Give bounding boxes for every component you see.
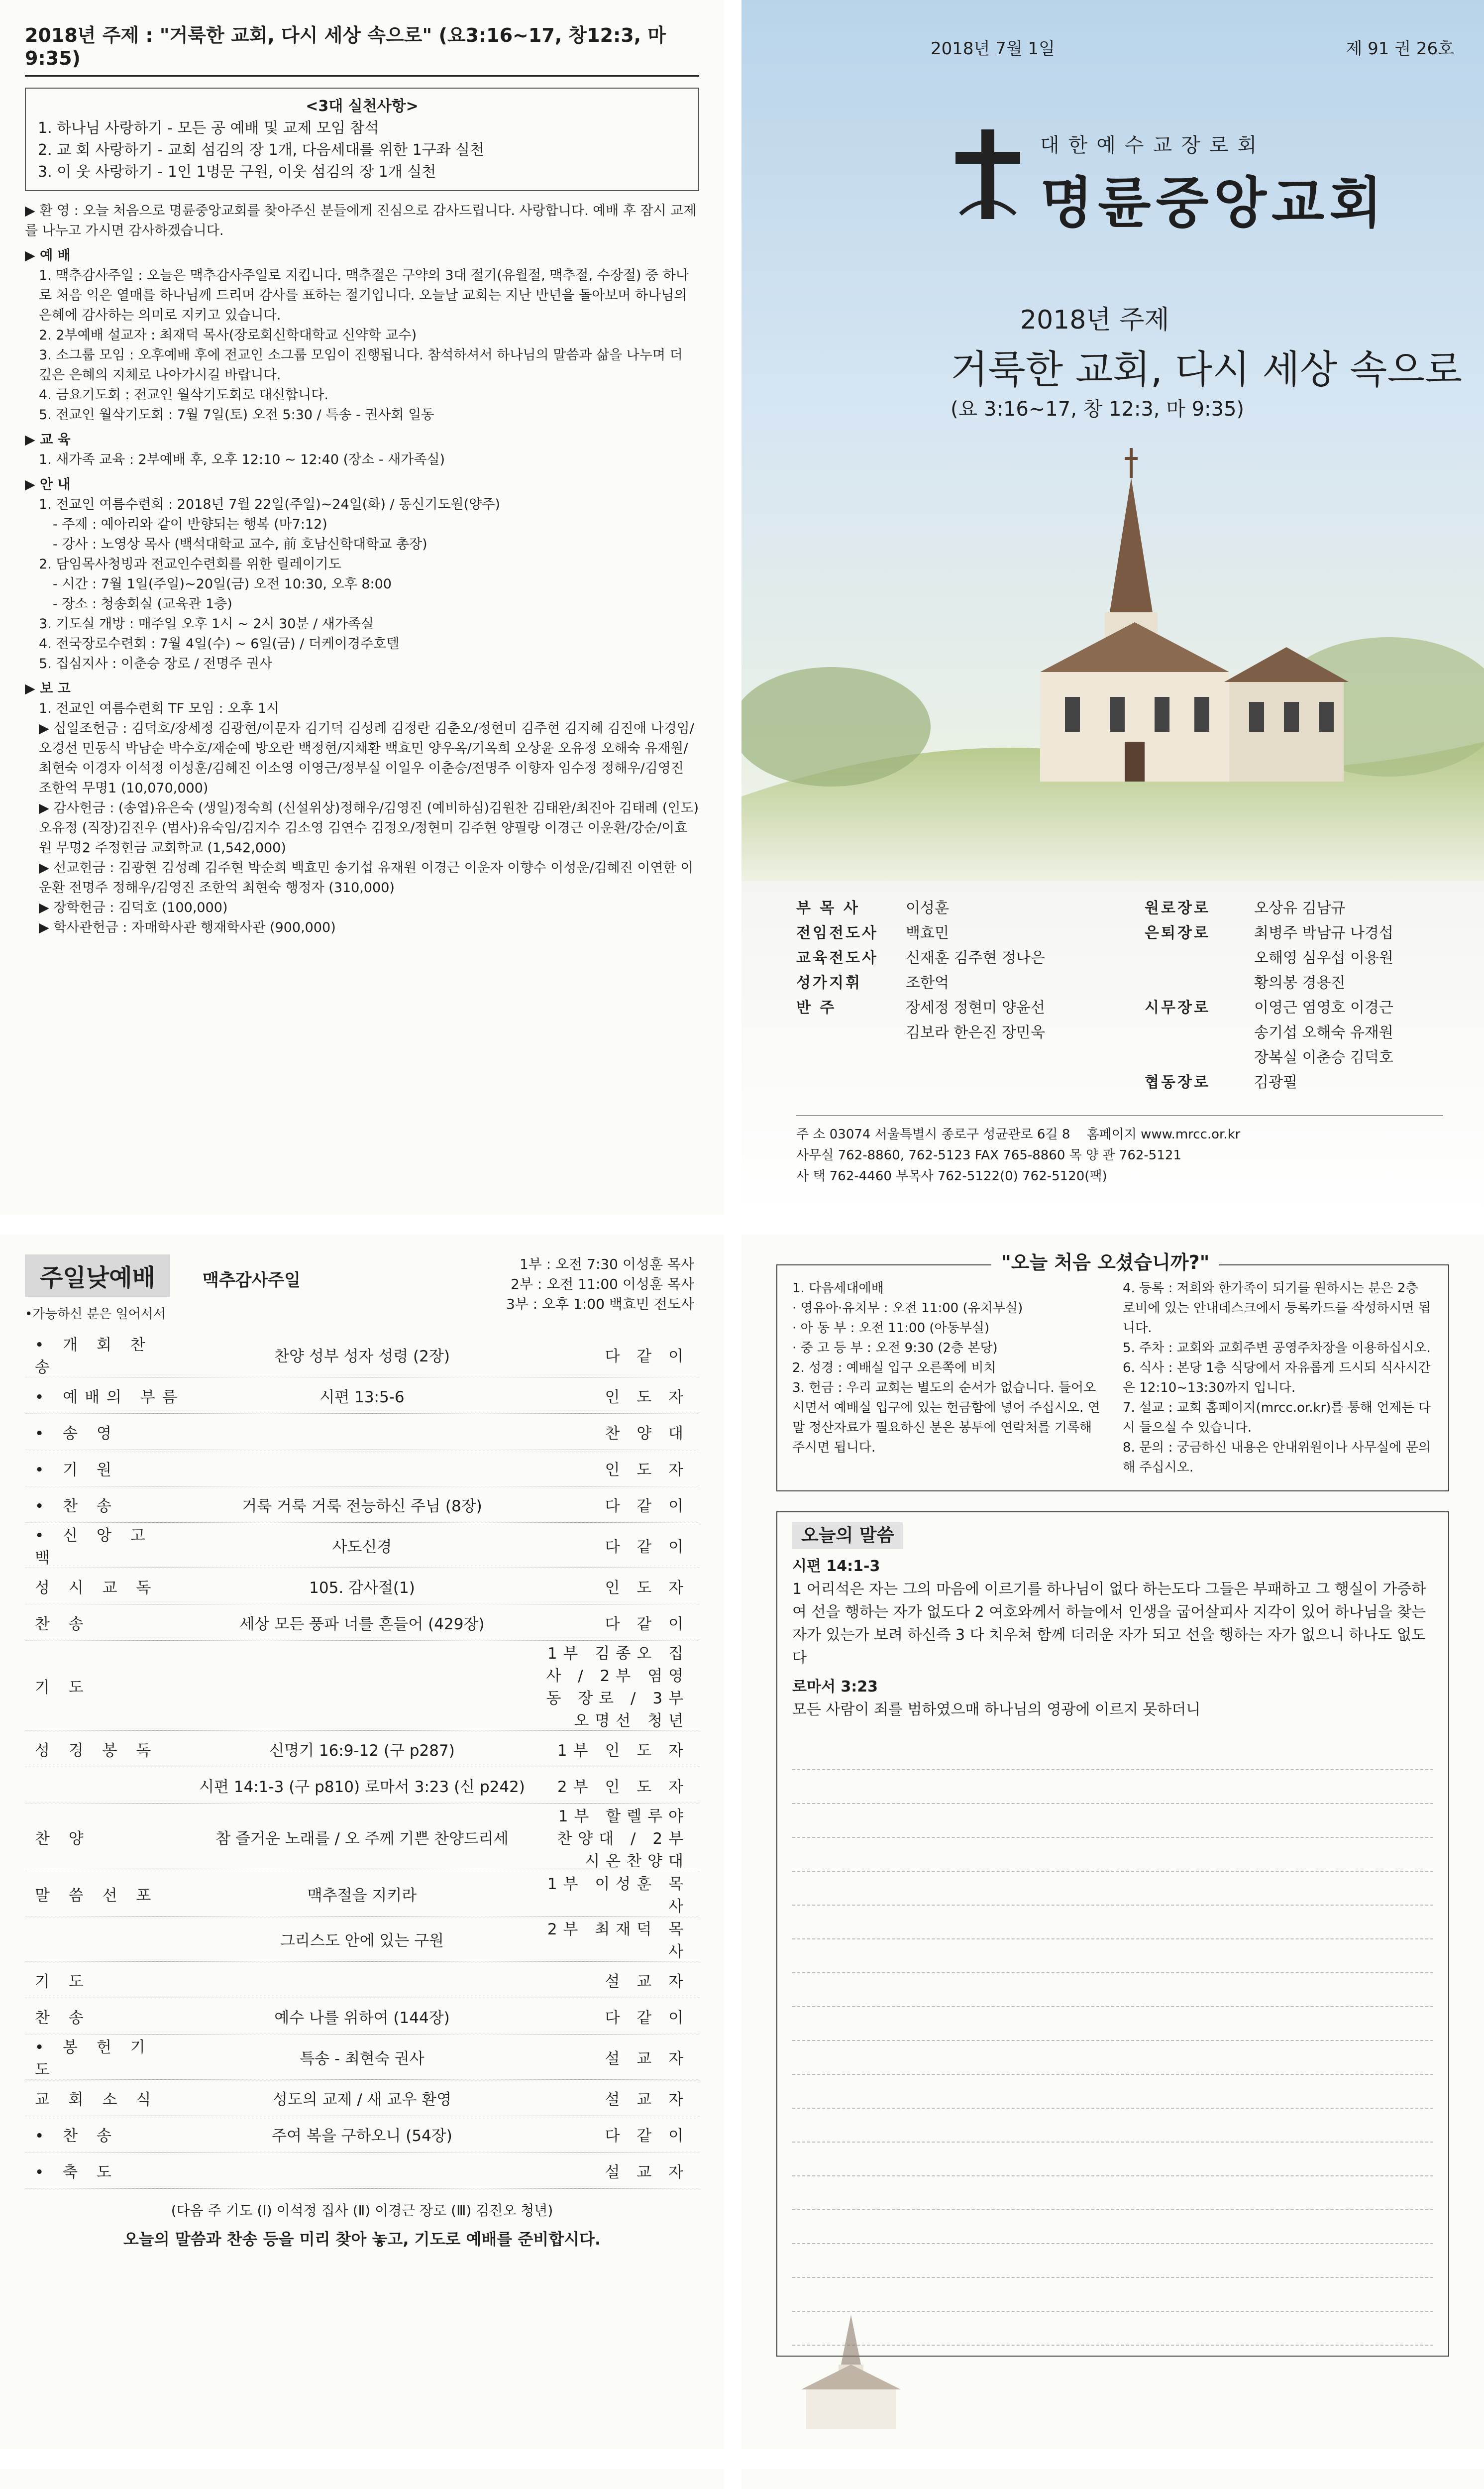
order-item-name: • 찬 송 (35, 2127, 118, 2145)
order-item-content: 맥추절을 지키라 (307, 1886, 417, 1905)
staff-row (1145, 896, 1453, 921)
worship-subtitle: 맥추감사주일 (202, 1270, 301, 1290)
staff-role (1145, 946, 1254, 971)
practice-item: 1. 하나님 사랑하기 - 모든 공 예배 및 교제 모임 참석 (38, 119, 379, 137)
order-item-name: • 봉 헌 기 도 (35, 2038, 152, 2079)
staff-row (1145, 1070, 1453, 1095)
order-row (25, 1377, 699, 1414)
order-item-name: 기 도 (35, 1972, 91, 1991)
visitor-item: 7. 설교 : 교회 홈페이지(mrcc.or.kr)를 통해 언제든 다시 들으실 수 있습니다. (1123, 1400, 1431, 1435)
preparation-reminder: 오늘의 말씀과 찬송 등을 미리 찾아 놓고, 기도로 예배를 준비합시다. (123, 2230, 601, 2249)
order-item-person: 1부 할렐루야찬양대 / 2부 시온찬양대 (557, 1808, 689, 1870)
staff-role (1145, 1020, 1254, 1045)
staff-row (1145, 971, 1453, 996)
staff-names: 신재훈 김주현 정나은 (906, 949, 1045, 967)
meditation-box (776, 1511, 1449, 2357)
order-row (25, 1917, 699, 1962)
order-item-name: 찬 송 (35, 1615, 91, 1633)
order-item-person: 2부 최재덕 목사 (547, 1921, 689, 1961)
news-item: 1. 전교인 여름수련회 TF 모임 : 오후 1시 (39, 701, 280, 716)
visitor-item: · 중 고 등 부 : 오전 9:30 (2층 본당) (792, 1341, 998, 1356)
section-worship: ▶ 예 배 (25, 248, 71, 263)
order-item-person: 2부 인 도 자 (557, 1778, 689, 1796)
order-row (25, 1731, 699, 1767)
order-item-name: 교 회 소 식 (35, 2090, 158, 2109)
scripture-reference: 시편 14:1-3 (792, 1558, 880, 1575)
order-item-name: • 예배의 부름 (35, 1388, 184, 1406)
staff-role (796, 1020, 906, 1045)
order-row (25, 1604, 699, 1641)
order-item-name: 성 경 봉 독 (35, 1741, 158, 1760)
issue-date: 2018년 7월 1일 (931, 39, 1055, 59)
denomination: 대한예수교장로회 (1040, 134, 1266, 157)
section-report: ▶ 보 고 (25, 681, 71, 696)
offering-list: ▶ 감사헌금 : (송엽)유은숙 (생일)정숙희 (신설위상)정해우/김영진 (예비하심)김원찬 김태완/최진아 김태례 (인도)오유정 (직장)김진우 (범사)유숙임/김지수 김소영 김연수 김정오/정현미 김주현 양필랑 이경근 이운환/강순/이효원 무명2 주정헌금 교회학교 (1,542,000) (39, 800, 699, 856)
note-lines (792, 1736, 1433, 2346)
order-item-content: 특송 - 최현숙 권사 (300, 2049, 424, 2068)
order-row (25, 2080, 699, 2116)
order-item-person: 다 같 이 (605, 2127, 689, 2145)
practice-item: 2. 교 회 사랑하기 - 교회 섬김의 장 1개, 다음세대를 위한 1구좌 실천 (38, 141, 485, 159)
visitor-right (1123, 1278, 1433, 1477)
worship-order (25, 1332, 699, 2189)
theme-header: 2018년 주제 : "거룩한 교회, 다시 세상 속으로" (요3:16~17, 창12:3, 마9:35) (25, 20, 699, 77)
order-item-content: 105. 감사절(1) (309, 1579, 415, 1597)
staff-role: 부 목 사 (796, 900, 860, 917)
issue-volume: 제 91 권 26호 (1346, 39, 1454, 59)
order-item-name: • 축 도 (35, 2163, 118, 2181)
order-row (25, 1523, 699, 1568)
order-item-name: 기 도 (35, 1678, 91, 1697)
news-item: 5. 집심지사 : 이춘승 장로 / 전명주 권사 (39, 656, 273, 672)
offering-list: ▶ 학사관헌금 : 자매학사관 행재학사관 (900,000) (39, 920, 336, 935)
order-row (25, 1450, 699, 1486)
order-item-content: 성도의 교제 / 새 교우 환영 (272, 2090, 452, 2109)
news-item: 1. 맥추감사주일 : 오늘은 맥추감사주일로 지킵니다. 맥추절은 구약의 3대 절기(유월절, 맥추절, 수장절) 중 하나로 처음 익은 열매를 하나님께 드리며 감사를 표하는 절기입니다. 오늘날 교회는 지난 반년을 돌아보며 하나님의 은혜에 감사하는 의미로 지키고 있습니다. (39, 268, 689, 323)
offering-list: ▶ 십일조헌금 : 김덕호/장세정 김광현/이문자 김기덕 김성례 김정란 김춘오/정현미 김주현 김지혜 김진애 나경임/오경선 민동식 박남순 박수호/재순예 방오란 백정현/지채환 백효민 양우옥/기옥희 오상윤 오유정 오해숙 유재원/최현숙 이경자 이석정 이성훈/김혜진 이소영 이영근/정부실 이일우 이춘승/전명주 이향자 임수정 정해우/김영진 조한억 무명1 (10,070,000) (39, 721, 694, 796)
news-item: 1. 전교인 여름수련회 : 2018년 7월 22일(주일)~24일(화) / 동신기도원(양주) (39, 497, 500, 512)
staff-role: 협동장로 (1145, 1074, 1210, 1091)
staff-names: 이영근 염영호 이경근 (1254, 999, 1393, 1017)
visitor-title: "오늘 처음 오셨습니까?" (991, 1252, 1219, 1272)
order-item-name: • 찬 송 (35, 1497, 118, 1515)
order-row (25, 1568, 699, 1604)
order-item-person: 1부 김종오 집사 / 2부 염영동 장로 / 3부 오명선 청년 (546, 1645, 689, 1730)
order-item-person: 다 같 이 (605, 2009, 689, 2027)
church-watermark-icon (776, 2305, 926, 2434)
order-item-person: 다 같 이 (605, 1538, 689, 1556)
calendar-page (742, 2469, 1484, 2489)
order-item-content: 그리스도 안에 있는 구원 (280, 1931, 444, 1950)
news-subitem: - 강사 : 노영상 목사 (백석대학교 교수, 前 호남신학대학교 총장) (53, 537, 427, 552)
offering-list: ▶ 장학헌금 : 김덕호 (100,000) (39, 900, 228, 915)
residence-phone: 사 택 762-4460 부목사 762-5122(0) 762-5120(팩) (796, 1169, 1107, 1184)
visitor-box (776, 1251, 1449, 1491)
order-item-content: 참 즐거운 노래를 / 오 주께 기쁜 찬양드리세 (215, 1830, 509, 1848)
staff-row (796, 996, 1120, 1020)
staff-row (1145, 946, 1453, 971)
address: 주 소 03074 서울특별시 종로구 성균관로 6길 8 (796, 1127, 1070, 1142)
order-item-name: • 기 원 (35, 1461, 118, 1479)
news-item: 4. 금요기도회 : 전교인 월삭기도회로 대신합니다. (39, 387, 328, 403)
welcome-note: ▶ 환 영 : 오늘 처음으로 명륜중앙교회를 찾아주신 분들에게 진심으로 감사드립니다. 사랑합니다. 예배 후 잠시 교제를 나누고 가시면 감사하겠습니다. (25, 203, 697, 238)
practice-box (25, 88, 699, 191)
theme-year: 2018년 주제 (1020, 305, 1169, 335)
order-item-content: 시편 13:5-6 (319, 1388, 405, 1406)
order-item-content: 예수 나를 위하여 (144장) (274, 2009, 450, 2027)
order-row (25, 1641, 699, 1731)
news-item: 3. 소그룹 모임 : 오후예배 후에 전교인 소그룹 모임이 진행됩니다. 참석하셔서 하나님의 말씀과 삶을 나누며 더 깊은 은혜의 지체로 나아가시길 바랍니다. (39, 347, 683, 383)
staff-names: 김광필 (1254, 1074, 1297, 1091)
news-list (25, 201, 699, 938)
order-item-person: 설 교 자 (605, 2163, 689, 2181)
staff-names: 조한억 (906, 974, 949, 992)
theme-title: 거룩한 교회, 다시 세상 속으로 (951, 347, 1463, 392)
order-row (25, 1962, 699, 1998)
news-item: 4. 전국장로수련회 : 7월 4일(수) ~ 6일(금) / 더케이경주호텔 (39, 636, 400, 652)
order-item-content: 거룩 거룩 거룩 전능하신 주님 (8장) (242, 1497, 482, 1515)
staff-names: 최병주 박남규 나경섭 (1254, 924, 1393, 942)
order-item-person: 찬 양 대 (605, 1424, 689, 1443)
scripture-text: 1 어리석은 자는 그의 마음에 이르기를 하나님이 없다 하는도다 그들은 부패하고 그 행실이 가증하여 선을 행하는 자가 없도다 2 여호와께서 하늘에서 인생을 굽어살피사 지각이 있어 하나님을 찾는 자가 있는가 보려 하신즉 3 다 치우쳐 함께 더러운 자가 되고 선을 행하는 자가 없으니 하나도 없도다 (792, 1581, 1426, 1667)
visitor-item: 4. 등록 : 저희와 한가족이 되기를 원하시는 분은 2층 로비에 있는 안내데스크에서 등록카드를 작성하시면 됩니다. (1123, 1281, 1431, 1336)
order-item-content: 세상 모든 풍파 너를 흔들어 (429장) (239, 1615, 485, 1633)
visitor-item: 5. 주차 : 교회와 교회주변 공영주차장을 이용하십시오. (1123, 1341, 1431, 1356)
staff-names: 오해영 심우섭 이용원 (1254, 949, 1393, 967)
staff-role: 원로장로 (1145, 900, 1210, 917)
theme-reference: (요 3:16~17, 창 12:3, 마 9:35) (951, 398, 1245, 421)
offering-list: ▶ 선교헌금 : 김광현 김성례 김주현 박순희 백효민 송기섭 유재원 이경근 이운자 이향수 이성운/김혜진 이연한 이운환 전명주 정해우/김영진 조한억 최현숙 행정자 (310,000) (39, 860, 694, 896)
staff-names: 송기섭 오해숙 유재원 (1254, 1024, 1393, 1041)
order-item-person: 1부 인 도 자 (557, 1741, 689, 1760)
order-item-name: • 개 회 찬 송 (35, 1336, 152, 1376)
sunday-worship-page (0, 1235, 724, 2449)
staff-names: 장복실 이춘승 김덕호 (1254, 1049, 1393, 1066)
news-item: 3. 기도실 개방 : 매주일 오후 1시 ~ 2시 30분 / 새가족실 (39, 616, 374, 632)
order-item-person: 인 도 자 (605, 1579, 689, 1597)
visitor-left (792, 1278, 1103, 1477)
visitor-item: · 영유아·유치부 : 오전 11:00 (유치부실) (792, 1301, 1023, 1316)
visitor-item: 2. 성경 : 예배실 입구 오른쪽에 비치 (792, 1360, 996, 1375)
announcements-page (0, 0, 724, 1215)
staff-left-column (796, 896, 1120, 1045)
order-row (25, 1804, 699, 1871)
order-item-content: 신명기 16:9-12 (구 p287) (269, 1741, 455, 1760)
staff-names: 백효민 (906, 924, 949, 942)
staff-row (1145, 921, 1453, 946)
staff-row (796, 946, 1120, 971)
news-item: 2. 2부예배 설교자 : 최재덕 목사(장로회신학대학교 신약학 교수) (39, 328, 417, 343)
cover-top-bar (771, 20, 1454, 65)
service-time: 1부 : 오전 7:30 이성훈 목사 (519, 1256, 694, 1272)
order-item-content: 주여 복을 구하오니 (54장) (272, 2127, 452, 2145)
staff-row (796, 896, 1120, 921)
visitor-item: 1. 다음세대예배 (792, 1281, 884, 1296)
order-item-content: 시편 14:1-3 (구 p810) 로마서 3:23 (신 p242) (199, 1778, 525, 1796)
service-time: 3부 : 오후 1:00 백효민 전도사 (506, 1296, 694, 1312)
church-name: 명륜중앙교회 (1040, 171, 1387, 235)
weekday-services-page (0, 2469, 724, 2489)
staff-role: 시무장로 (1145, 999, 1210, 1017)
staff-row (1145, 1020, 1453, 1045)
staff-role (1145, 1045, 1254, 1070)
order-item-name: 찬 송 (35, 2009, 91, 2027)
worship-title: 주일낮예배 (25, 1254, 170, 1297)
meditation-title: 오늘의 말씀 (792, 1522, 903, 1549)
order-item-person: 다 같 이 (605, 1347, 689, 1365)
order-item-name: • 송 영 (35, 1424, 118, 1443)
order-row (25, 1332, 699, 1377)
news-subitem: - 주제 : 예아리와 같이 반향되는 행복 (마7:12) (53, 517, 327, 532)
staff-role: 은퇴장로 (1145, 924, 1210, 942)
staff-row (1145, 996, 1453, 1020)
staff-row (796, 1020, 1120, 1045)
scripture-text: 모든 사람이 죄를 범하였으매 하나님의 영광에 이르지 못하더니 (792, 1701, 1201, 1718)
visitor-page (742, 1235, 1484, 2449)
order-item-person: 인 도 자 (605, 1461, 689, 1479)
order-item-content: 사도신경 (332, 1538, 392, 1556)
staff-role: 성가지휘 (796, 974, 862, 992)
staff-names: 김보라 한은진 장민욱 (906, 1024, 1045, 1041)
staff-row (796, 921, 1120, 946)
staff-row (1145, 1045, 1453, 1070)
order-item-name: 찬 양 (35, 1830, 91, 1848)
order-item-name: • 신 앙 고 백 (35, 1527, 152, 1567)
staff-role: 교육전도사 (796, 949, 878, 967)
section-education: ▶ 교 육 (25, 432, 71, 448)
address-line (796, 1124, 1443, 1145)
church-illustration (742, 448, 1484, 881)
order-item-person: 설 교 자 (605, 2049, 689, 2068)
practice-item: 3. 이 웃 사랑하기 - 1인 1명문 구원, 이웃 섬김의 장 1개 실천 (38, 163, 436, 181)
news-item: 1. 새가족 교육 : 2부예배 후, 오후 12:10 ~ 12:40 (장소 - 새가족실) (39, 452, 445, 467)
news-item: 2. 담임목사청빙과 전교인수련회를 위한 릴레이기도 (39, 557, 341, 572)
staff-names: 오상유 김남규 (1254, 900, 1346, 917)
order-item-person: 설 교 자 (605, 2090, 689, 2109)
staff-right-column (1145, 896, 1453, 1095)
visitor-item: 6. 식사 : 본당 1층 식당에서 자유롭게 드시되 식사시간은 12:10~13:30까지 입니다. (1123, 1360, 1431, 1395)
news-subitem: - 시간 : 7월 1일(주일)~20일(금) 오전 10:30, 오후 8:00 (53, 576, 392, 592)
news-subitem: - 장소 : 청송회실 (교육관 1층) (53, 596, 232, 612)
order-item-person: 인 도 자 (605, 1388, 689, 1406)
service-time: 2부 : 오전 11:00 이성훈 목사 (511, 1276, 694, 1292)
visitor-item: · 아 동 부 : 오전 11:00 (아동부실) (792, 1321, 990, 1336)
staff-role: 전임전도사 (796, 924, 878, 942)
visitor-item: 8. 문의 : 궁금하신 내용은 안내위원이나 사무실에 문의해 주십시오. (1123, 1440, 1431, 1475)
staff-names: 이성훈 (906, 900, 949, 917)
order-row (25, 1998, 699, 2035)
order-row (25, 2035, 699, 2080)
cross-logo-icon (955, 129, 1020, 219)
order-row (25, 1414, 699, 1450)
order-row (25, 1767, 699, 1804)
order-item-person: 1부 이성훈 목사 (547, 1875, 689, 1916)
staff-role: 반 주 (796, 999, 837, 1017)
order-row (25, 1871, 699, 1917)
staff-role (1145, 971, 1254, 996)
section-notice: ▶ 안 내 (25, 477, 71, 492)
visitor-item: 3. 헌금 : 우리 교회는 별도의 순서가 없습니다. 들어오시면서 예배실 입구에 있는 헌금함에 넣어 주십시오. 연말 정산자료가 필요하신 분은 봉투에 연락처를 기록해 주시면 됩니다. (792, 1380, 1100, 1455)
homepage-link[interactable]: 홈페이지 www.mrcc.or.kr (1086, 1127, 1241, 1142)
contact-info (796, 1115, 1443, 1187)
service-times (506, 1254, 694, 1314)
order-item-name: 말 씀 선 포 (35, 1886, 158, 1905)
staff-names: 장세정 정현미 양윤선 (906, 999, 1045, 1017)
staff-names: 황의봉 경용진 (1254, 974, 1346, 992)
order-row (25, 1486, 699, 1523)
order-row (25, 2116, 699, 2152)
standing-note: •가능하신 분은 일어서서 (25, 1307, 166, 1322)
scripture-reference: 로마서 3:23 (792, 1678, 878, 1696)
news-item: 5. 전교인 월삭기도회 : 7월 7일(토) 오전 5:30 / 특송 - 권사회 일동 (39, 407, 434, 423)
office-phone: 사무실 762-8860, 762-5123 FAX 765-8860 목 양 관 762-5121 (796, 1148, 1181, 1163)
order-item-person: 다 같 이 (605, 1615, 689, 1633)
order-item-name: 성 시 교 독 (35, 1579, 158, 1597)
practice-title: <3대 실천사항> (306, 98, 419, 115)
cover-page (742, 0, 1484, 1215)
staff-row (796, 971, 1120, 996)
order-row (25, 2152, 699, 2189)
order-item-content: 찬양 성부 성자 성령 (2장) (274, 1347, 450, 1365)
order-item-person: 다 같 이 (605, 1497, 689, 1515)
order-item-person: 설 교 자 (605, 1972, 689, 1991)
next-week-prayer: (다음 주 기도 (Ⅰ) 이석정 집사 (Ⅱ) 이경근 장로 (Ⅲ) 김진오 청년) (171, 2202, 553, 2219)
